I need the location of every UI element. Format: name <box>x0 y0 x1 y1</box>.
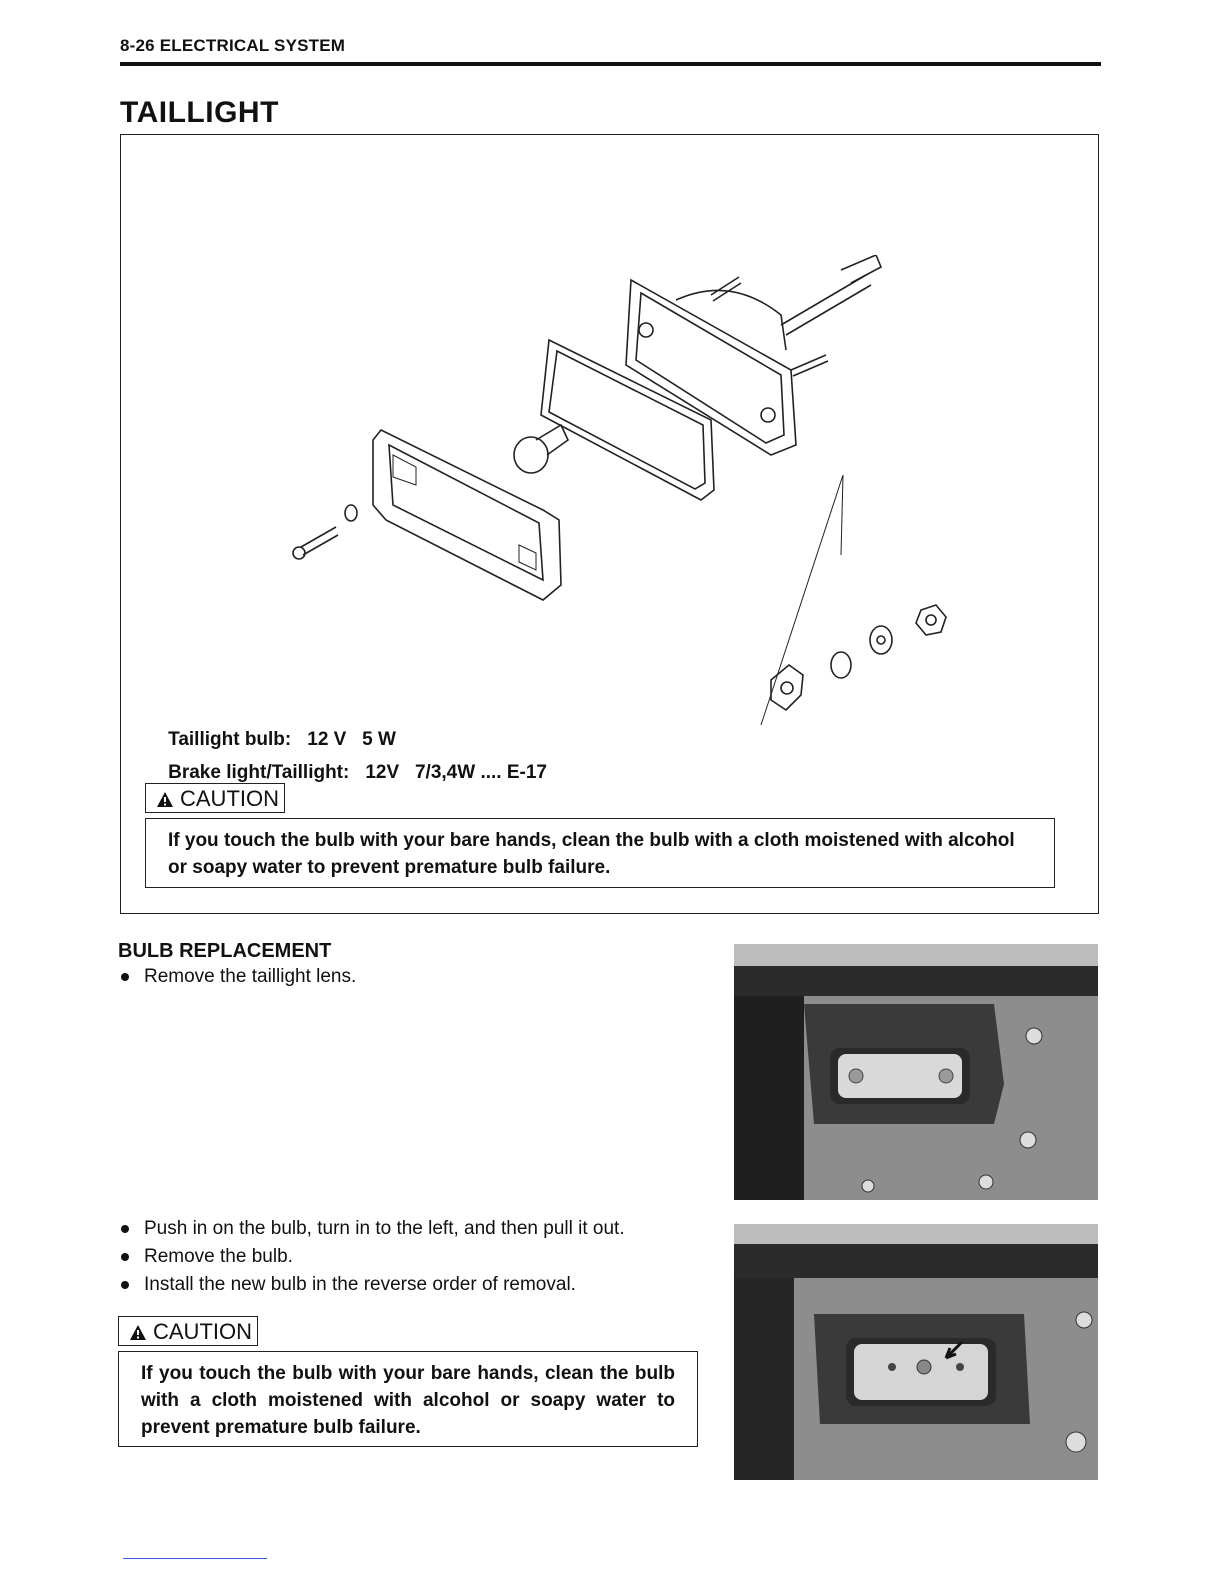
photo-illustration <box>734 1224 1098 1480</box>
list-item <box>118 1218 625 1240</box>
caution-tag <box>145 783 285 813</box>
header-rule <box>120 62 1101 66</box>
caution-label: CAUTION <box>180 786 279 811</box>
caution-text-box: If you touch the bulb with your bare hands, clean the bulb with a cloth moistened with alcohol or soapy water to prevent premature bulb failure. <box>118 1351 698 1447</box>
spec-label: Taillight bulb: <box>168 729 292 750</box>
lens-screw <box>293 505 357 559</box>
list-item <box>118 966 356 988</box>
list-item <box>118 1274 576 1296</box>
photo-illustration <box>734 944 1098 1200</box>
caution-text-box: If you touch the bulb with your bare hands, clean the bulb with a cloth moistened with alcohol or soapy water to prevent premature bulb failure. <box>145 818 1055 888</box>
caution-tag <box>118 1316 258 1346</box>
spec-value: 12V 7/3,4W .... E-17 <box>365 762 547 783</box>
bullet-dot <box>121 973 129 981</box>
mounting-hardware <box>771 605 946 710</box>
taillight-housing <box>626 255 881 455</box>
lens-gasket <box>541 340 714 500</box>
bulb <box>514 425 568 473</box>
list-item <box>118 1246 293 1268</box>
taillight-exploded-diagram <box>281 255 1001 755</box>
footer-rule <box>123 1558 267 1559</box>
bullet-dot <box>121 1253 129 1261</box>
spec-label: Brake light/Taillight: <box>168 762 350 783</box>
bullet-dot <box>121 1281 129 1289</box>
spec-value: 12 V 5 W <box>307 729 396 750</box>
photo-bulb-removal <box>734 1224 1098 1480</box>
exploded-view-figure <box>120 134 1099 914</box>
page-header: 8-26 ELECTRICAL SYSTEM <box>120 36 346 55</box>
bullet-dot <box>121 1225 129 1233</box>
taillight-lens <box>373 430 561 600</box>
page-title: TAILLIGHT <box>120 96 279 129</box>
step-text: Remove the taillight lens. <box>144 966 357 987</box>
step-text: Install the new bulb in the reverse order of removal. <box>144 1274 576 1295</box>
warning-triangle-icon <box>156 784 174 814</box>
step-text: Remove the bulb. <box>144 1246 293 1267</box>
step-text: Push in on the bulb, turn in to the left, and then pull it out. <box>144 1218 625 1239</box>
bulb-replacement-heading: BULB REPLACEMENT <box>118 940 332 962</box>
caution-label: CAUTION <box>153 1319 252 1344</box>
warning-triangle-icon <box>129 1317 147 1347</box>
photo-taillight-installed <box>734 944 1098 1200</box>
